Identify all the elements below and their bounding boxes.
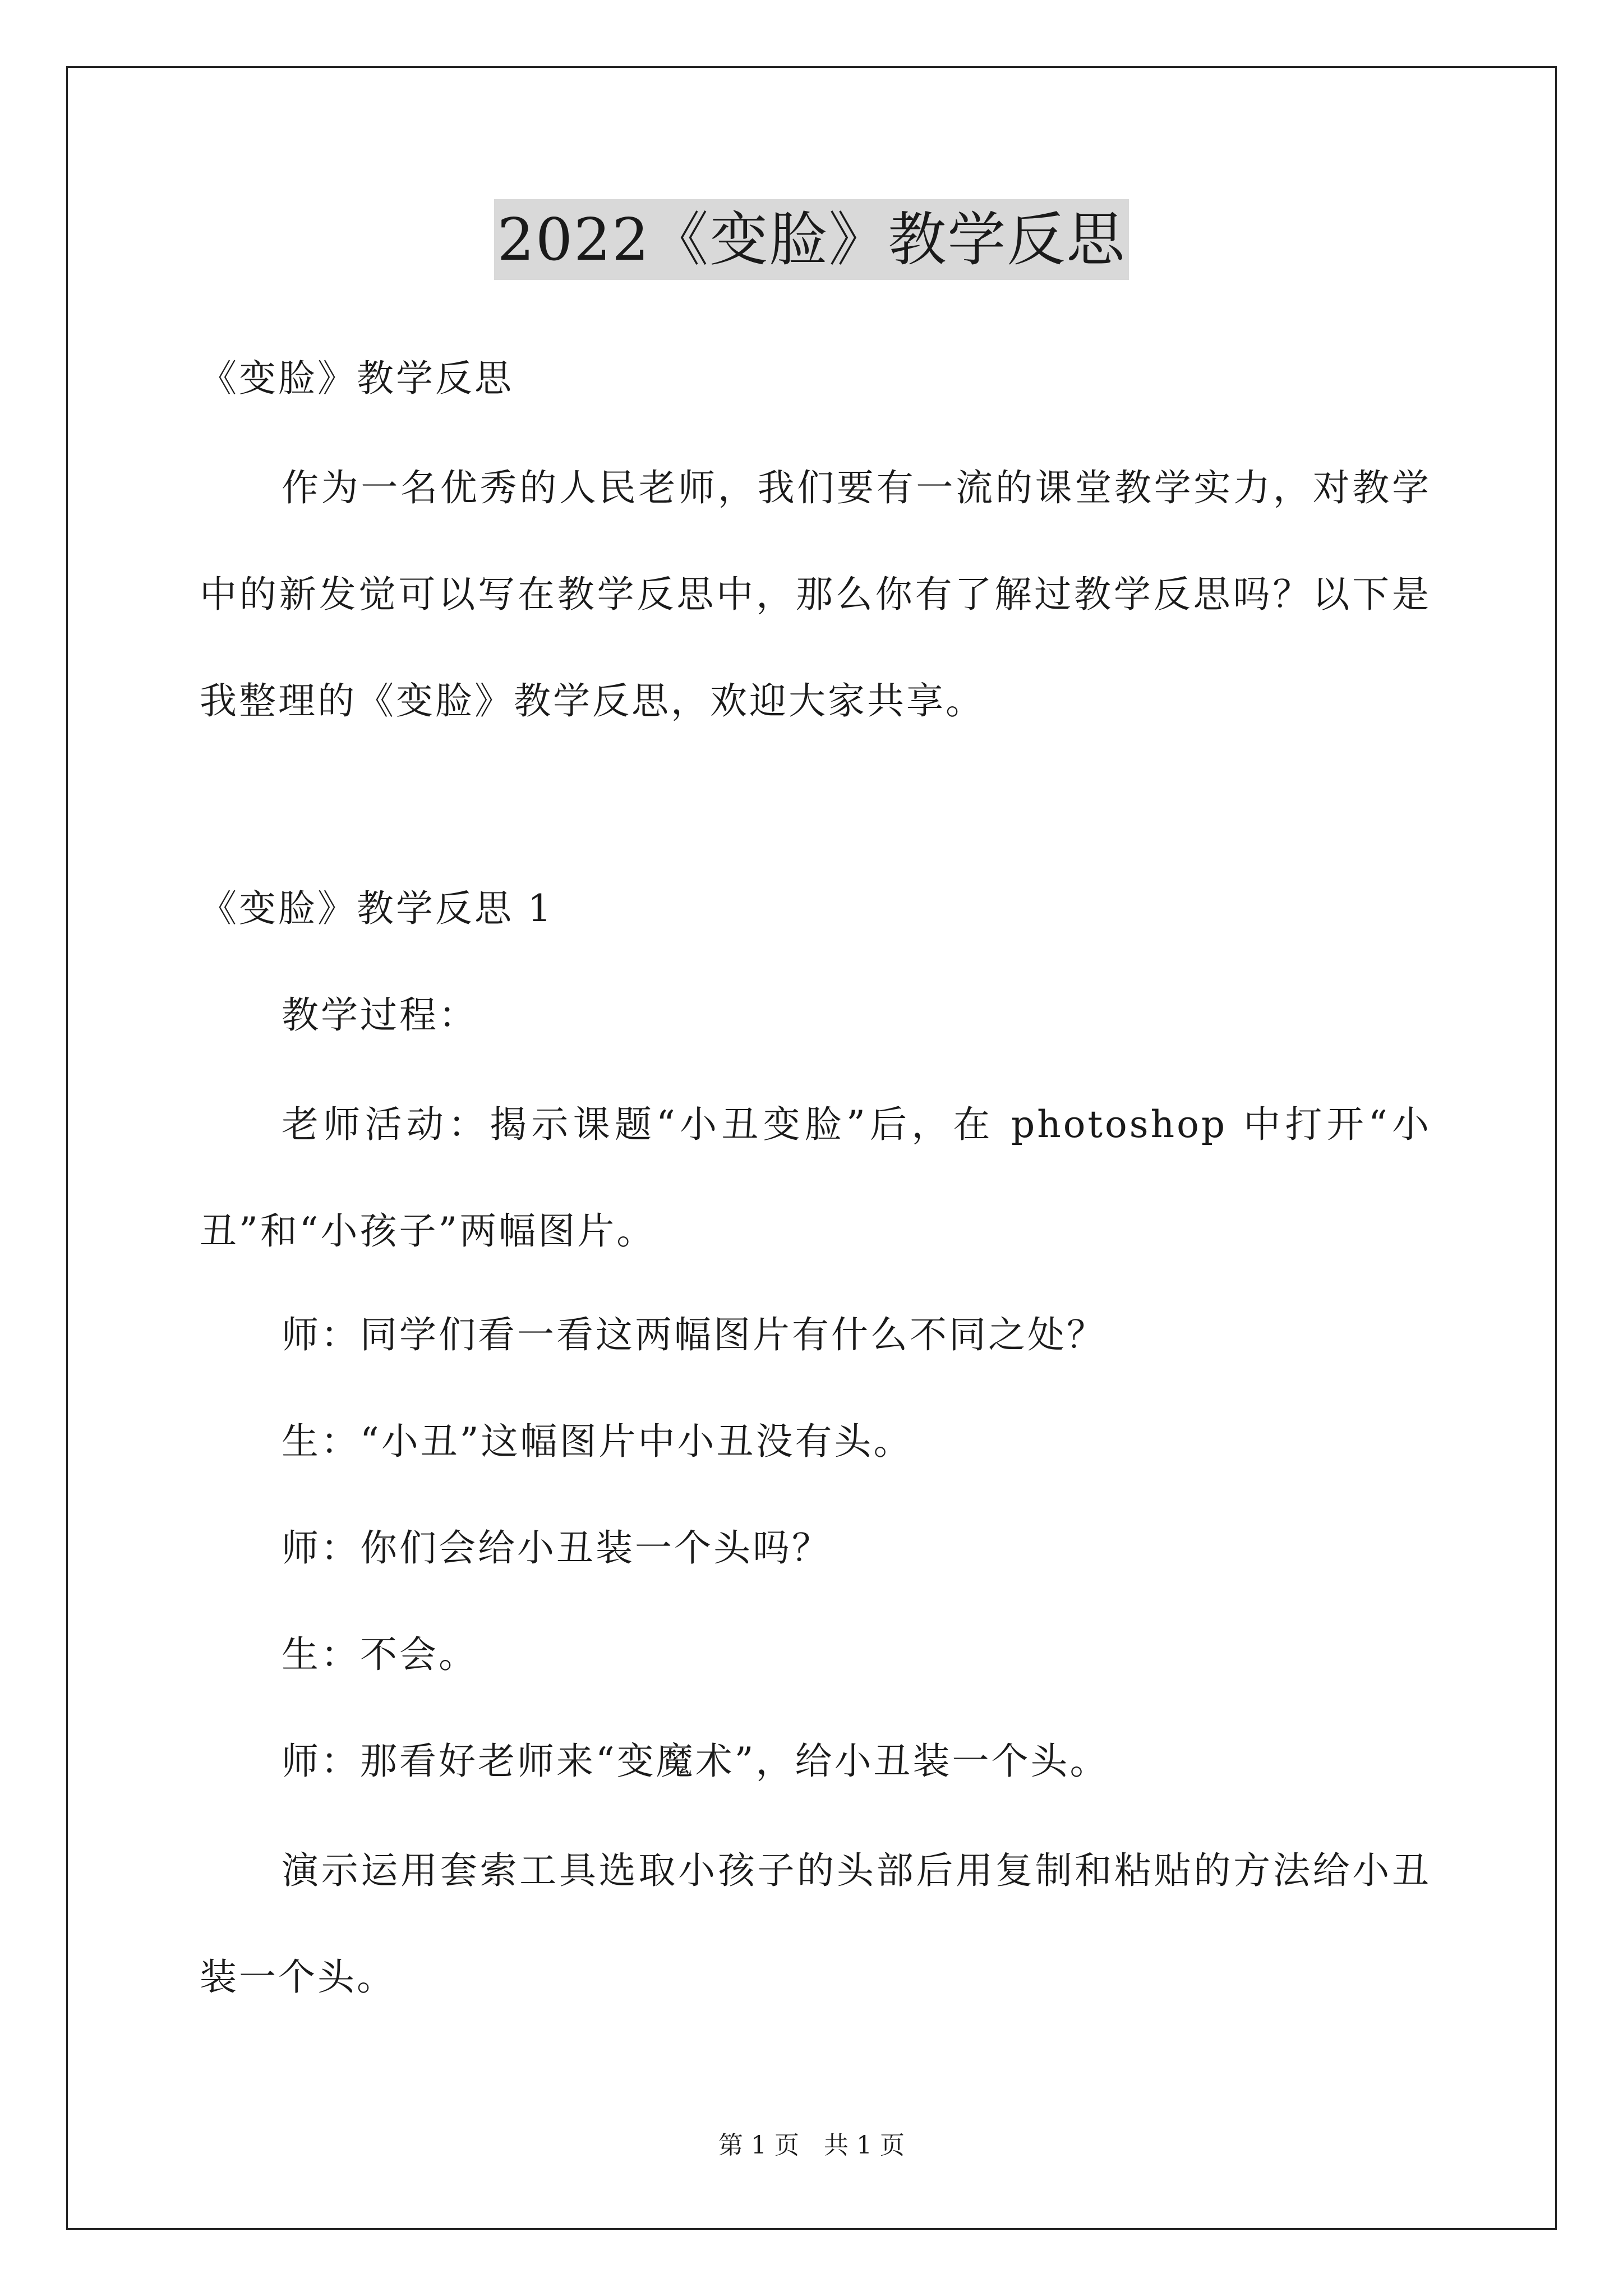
- paragraph-teaching-process: 教学过程：: [282, 993, 478, 1037]
- paragraph-student-reply: 生：不会。: [282, 1633, 478, 1676]
- page-footer: 第 1 页 共 1 页: [718, 2131, 905, 2160]
- paragraph-student-answer: 生：“小丑”这幅图片中小丑没有头。: [282, 1420, 913, 1463]
- document-title: 2022《变脸》教学反思: [494, 199, 1129, 280]
- paragraph-teacher-ask: 师：你们会给小丑装一个头吗？: [282, 1526, 831, 1570]
- section-heading: 《变脸》教学反思 1: [200, 887, 554, 930]
- paragraph-teacher-question: 师：同学们看一看这两幅图片有什么不同之处？: [282, 1313, 1106, 1356]
- title-wrap: [0, 199, 1623, 280]
- document-heading: 《变脸》教学反思: [200, 357, 514, 400]
- paragraph-demo: 演示运用套索工具选取小孩子的头部后用复制和粘贴的方法给小丑装一个头。: [200, 1849, 1431, 1999]
- paragraph-teacher-magic: 师：那看好老师来“变魔术”，给小丑装一个头。: [282, 1740, 1109, 1783]
- intro-paragraph: 作为一名优秀的人民老师，我们要有一流的课堂教学实力，对教学中的新发觉可以写在教学反思中，那么你有了解过教学反思吗？以下是我整理的《变脸》教学反思，欢迎大家共享。: [200, 466, 1431, 723]
- paragraph-teacher-activity: 老师活动：揭示课题“小丑变脸”后，在 photoshop 中打开“小丑”和“小孩子”两幅图片。: [200, 1103, 1431, 1253]
